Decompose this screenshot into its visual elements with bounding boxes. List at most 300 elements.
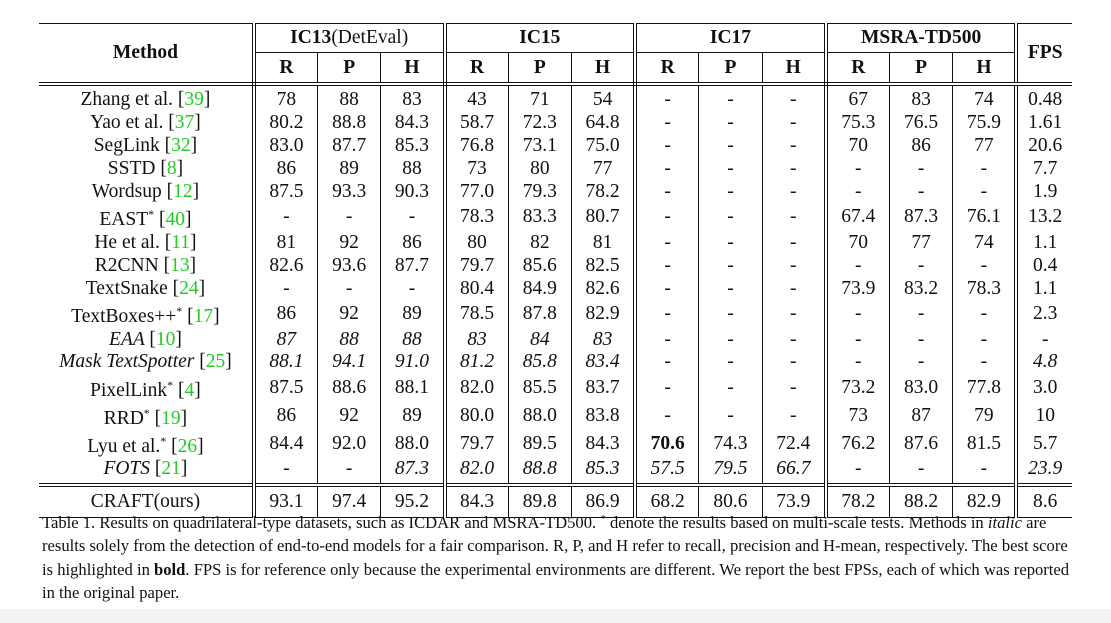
value-cell: 82.6	[585, 277, 620, 299]
method-name-cell: Wordsup [12]	[39, 181, 254, 204]
citation-link[interactable]: 17	[193, 306, 214, 328]
table-cell	[826, 351, 890, 374]
multi-scale-asterisk: *	[160, 433, 167, 448]
method-name: EAST	[99, 209, 149, 231]
subheader-r: R	[445, 53, 509, 85]
value-cell: -	[664, 328, 671, 350]
value-cell: 1.1	[1033, 231, 1058, 253]
value-cell: 83	[911, 89, 931, 111]
table-cell	[445, 112, 509, 135]
citation-link[interactable]: 37	[174, 112, 195, 134]
table-cell	[508, 402, 572, 430]
value-cell: -	[664, 206, 671, 228]
value-cell: 87.6	[904, 432, 939, 454]
value-cell: -	[790, 376, 797, 398]
table-cell	[317, 84, 381, 112]
citation-link[interactable]: 13	[170, 254, 190, 276]
value-cell: 75.9	[966, 112, 1001, 134]
value-cell: 83.4	[585, 351, 620, 373]
table-cell	[508, 458, 572, 485]
method-name: Wordsup	[91, 181, 167, 202]
method-name: Zhang et al.	[80, 89, 178, 111]
table-cell	[254, 254, 318, 277]
table-cell	[572, 231, 636, 254]
citation-link[interactable]: 39	[184, 89, 204, 111]
table-cell	[699, 430, 763, 458]
table-cell	[508, 254, 572, 277]
method-name: PixelLink	[90, 379, 168, 401]
value-cell: 83	[402, 89, 422, 111]
value-cell: 73	[848, 404, 869, 426]
table-cell	[762, 328, 826, 351]
table-cell	[953, 254, 1017, 277]
table-cell	[317, 158, 381, 181]
value-cell: 70	[848, 231, 869, 253]
value-cell: -	[917, 254, 925, 276]
value-cell: -	[727, 231, 734, 253]
table-cell	[635, 402, 699, 430]
value-cell-ours: 8.6	[1016, 485, 1072, 518]
value-cell: 87	[276, 328, 297, 350]
table-cell	[635, 277, 699, 300]
value-cell: 84.4	[269, 432, 304, 454]
value-cell: -	[664, 376, 671, 398]
value-cell: -	[790, 112, 797, 134]
value-cell-ours: 78.2	[826, 485, 890, 518]
table-cell	[1016, 374, 1072, 402]
table-cell	[381, 300, 445, 328]
value-cell: 0.48	[1028, 89, 1063, 111]
value-cell: 80	[530, 158, 550, 180]
value-cell: 84	[530, 328, 550, 350]
value-cell: -	[790, 206, 797, 228]
value-cell: 70	[848, 135, 869, 157]
table-cell	[381, 181, 445, 204]
value-cell: 71	[530, 89, 550, 111]
table-cell	[1016, 158, 1072, 181]
method-name-cell: Mask TextSpotter [25]	[39, 351, 254, 374]
table-cell	[953, 231, 1017, 254]
table-cell	[572, 430, 636, 458]
value-cell: -	[727, 206, 734, 228]
table-cell	[699, 158, 763, 181]
table-cell	[762, 351, 826, 374]
value-cell: 1.1	[1033, 277, 1058, 299]
value-cell: 73.2	[841, 376, 876, 398]
table-cell	[953, 430, 1017, 458]
table-cell	[762, 402, 826, 430]
value-cell: -	[727, 181, 734, 202]
value-cell: 90.3	[394, 181, 430, 202]
group-header-msra-td500: MSRA-TD500	[826, 24, 1017, 53]
table-cell	[635, 374, 699, 402]
table-cell	[889, 158, 953, 181]
value-cell: 93.6	[332, 254, 367, 276]
citation-link[interactable]: 12	[173, 181, 193, 202]
table-cell	[317, 135, 381, 158]
table-cell	[381, 112, 445, 135]
table-cell	[508, 112, 572, 135]
method-name: TextSnake	[85, 277, 173, 299]
table-cell	[635, 135, 699, 158]
table-cell	[699, 112, 763, 135]
method-name-cell: SegLink [32]	[39, 135, 254, 158]
value-cell: -	[727, 328, 734, 350]
table-cell	[381, 430, 445, 458]
group-header-ic15: IC15	[445, 24, 636, 53]
value-cell: 81	[276, 231, 297, 253]
table-cell	[699, 351, 763, 374]
value-cell-ours: 97.4	[317, 485, 381, 518]
table-cell	[254, 277, 318, 300]
table-cell	[889, 181, 953, 204]
caption-bold-word: bold	[154, 559, 186, 579]
value-cell: 73.9	[841, 277, 876, 299]
value-cell: -	[1041, 328, 1049, 350]
table-cell	[762, 254, 826, 277]
table-cell	[508, 135, 572, 158]
table-cell	[572, 328, 636, 351]
value-cell: -	[790, 254, 797, 276]
value-cell: 73.1	[522, 135, 557, 157]
value-cell: 77	[911, 231, 931, 253]
table-cell	[381, 458, 445, 485]
table-caption	[42, 508, 1082, 604]
table-cell	[572, 374, 636, 402]
value-cell: 7.7	[1033, 158, 1058, 180]
value-cell: 94.1	[332, 351, 367, 373]
table-cell	[762, 277, 826, 300]
table-cell	[635, 254, 699, 277]
value-cell: 83.2	[904, 277, 939, 299]
table-cell	[317, 203, 381, 231]
value-cell: 86	[402, 231, 422, 253]
value-cell: -	[664, 112, 671, 134]
table-cell	[953, 328, 1017, 351]
table-row	[39, 158, 1072, 181]
table-cell	[762, 158, 826, 181]
subheader-r: R	[635, 53, 699, 85]
value-cell: 74	[974, 231, 994, 253]
table-cell	[254, 135, 318, 158]
value-cell: 87.3	[394, 458, 430, 480]
value-cell: 4.8	[1033, 351, 1058, 373]
value-cell: 85.6	[522, 254, 557, 276]
table-cell	[254, 458, 318, 485]
table-cell	[953, 351, 1017, 374]
value-cell: 86	[276, 158, 297, 180]
value-cell: 54	[592, 89, 613, 111]
value-cell: 87.5	[269, 376, 304, 398]
table-cell	[953, 300, 1017, 328]
value-cell: 85.8	[522, 351, 557, 373]
value-cell: 77.0	[459, 181, 495, 202]
subheader-p: P	[317, 53, 381, 85]
table-cell	[635, 112, 699, 135]
value-cell-ours: 68.2	[635, 485, 699, 518]
value-cell: -	[790, 231, 797, 253]
method-name: Lyu et al.	[87, 435, 161, 457]
value-cell: -	[917, 303, 925, 325]
value-cell: 79	[974, 404, 994, 426]
value-cell: 74	[974, 89, 994, 111]
value-cell-ours: 95.2	[381, 485, 445, 518]
value-cell: -	[980, 254, 988, 276]
table-cell	[826, 374, 890, 402]
value-cell: -	[790, 328, 797, 350]
table-cell	[254, 231, 318, 254]
citation-link[interactable]: 24	[179, 277, 199, 299]
table-cell	[381, 158, 445, 181]
table-cell	[445, 300, 509, 328]
value-cell: 88.0	[522, 404, 557, 426]
value-cell: -	[408, 206, 416, 228]
table-cell	[317, 402, 381, 430]
table-cell	[762, 135, 826, 158]
table-cell	[762, 112, 826, 135]
table-cell	[826, 84, 890, 112]
table-cell	[699, 374, 763, 402]
table-row	[39, 402, 1072, 430]
value-cell: 83	[592, 328, 613, 350]
table-cell	[381, 402, 445, 430]
method-name-cell: Zhang et al. [39]	[39, 84, 254, 112]
table-cell	[762, 84, 826, 112]
value-cell: 89	[402, 404, 422, 426]
table-cell	[445, 203, 509, 231]
table-row	[39, 351, 1072, 374]
table-cell	[317, 254, 381, 277]
value-cell: -	[727, 158, 734, 180]
method-name: Yao et al.	[90, 112, 169, 134]
multi-scale-asterisk: *	[143, 405, 150, 420]
value-cell: -	[664, 89, 671, 111]
value-cell: 88.1	[269, 351, 304, 373]
group-name-suffix: (DetEval)	[331, 27, 409, 48]
table-cell	[1016, 231, 1072, 254]
value-cell: 88.8	[522, 458, 557, 480]
table-row	[39, 203, 1072, 231]
value-cell: -	[664, 404, 671, 426]
table-cell	[889, 135, 953, 158]
citation-link[interactable]: 40	[165, 209, 185, 231]
value-cell: 83.8	[585, 404, 620, 426]
value-cell: -	[917, 181, 925, 202]
value-cell: 78	[276, 89, 297, 111]
value-cell: 77	[974, 135, 994, 157]
value-cell: -	[917, 351, 925, 373]
value-cell: 5.7	[1033, 432, 1058, 454]
citation-link[interactable]: 21	[161, 458, 181, 480]
table-cell	[254, 430, 318, 458]
value-cell: 85.5	[522, 376, 557, 398]
table-cell	[762, 374, 826, 402]
value-cell-ours: 84.3	[445, 485, 509, 518]
subheader-h: H	[953, 53, 1017, 85]
value-cell: 92	[339, 303, 359, 325]
group-header-ic17: IC17	[635, 24, 826, 53]
value-cell: 87	[911, 404, 931, 426]
table-row	[39, 277, 1072, 300]
value-cell: -	[345, 458, 353, 480]
multi-scale-asterisk: *	[148, 207, 155, 222]
table-cell	[699, 181, 763, 204]
table-cell	[508, 158, 572, 181]
citation-link[interactable]: 4	[184, 379, 195, 401]
value-cell: 66.7	[776, 458, 811, 480]
value-cell: 92	[339, 231, 359, 253]
value-cell: 92.0	[332, 432, 367, 454]
table-cell	[445, 374, 509, 402]
table-cell	[508, 231, 572, 254]
value-cell: 87.7	[394, 254, 430, 276]
table-cell	[953, 84, 1017, 112]
value-cell: 74.3	[713, 432, 748, 454]
table-cell	[889, 254, 953, 277]
value-cell: -	[283, 277, 290, 299]
table-cell	[699, 300, 763, 328]
table-cell	[445, 402, 509, 430]
subheader-r: R	[826, 53, 890, 85]
value-cell: -	[917, 328, 925, 350]
table-cell	[572, 112, 636, 135]
method-name: FOTS	[103, 458, 155, 480]
value-cell: -	[727, 89, 734, 111]
value-cell: 73	[467, 158, 487, 180]
table-cell	[1016, 458, 1072, 485]
table-cell	[445, 181, 509, 204]
table-cell	[445, 158, 509, 181]
value-cell: -	[790, 404, 797, 426]
value-cell: -	[408, 277, 416, 299]
table-cell	[826, 135, 890, 158]
value-cell: 79.5	[713, 458, 748, 480]
value-cell: 76.5	[904, 112, 939, 134]
table-cell	[953, 458, 1017, 485]
citation-link[interactable]: 11	[171, 231, 191, 253]
value-cell: -	[664, 351, 671, 373]
value-cell: -	[790, 351, 797, 373]
value-cell: 88	[339, 328, 359, 350]
table-row	[39, 328, 1072, 351]
table-cell	[572, 158, 636, 181]
table-cell	[1016, 254, 1072, 277]
value-cell: -	[980, 158, 988, 180]
table-cell	[699, 254, 763, 277]
citation-link[interactable]: 26	[177, 435, 198, 457]
value-cell: 81	[592, 231, 613, 253]
value-cell: 83.7	[585, 376, 620, 398]
citation-link[interactable]: 32	[171, 135, 191, 157]
table-cell	[826, 458, 890, 485]
table-row	[39, 254, 1072, 277]
caption-text: denote the results based on multi-scale tests. Methods in	[605, 513, 988, 532]
value-cell: 67	[848, 89, 869, 111]
table-cell	[889, 402, 953, 430]
value-cell: 20.6	[1028, 135, 1063, 157]
table-cell	[254, 351, 318, 374]
table-cell	[889, 277, 953, 300]
citation-link[interactable]: 19	[161, 407, 181, 429]
table-cell	[1016, 328, 1072, 351]
method-name: R2CNN	[94, 254, 164, 276]
table-cell	[699, 277, 763, 300]
table-cell	[572, 351, 636, 374]
value-cell-ours: 82.9	[953, 485, 1017, 518]
table-cell	[826, 402, 890, 430]
value-cell: 78.5	[459, 303, 495, 325]
caption-text: Table 1. Results on quadrilateral-type datasets, such as ICDAR and MSRA-TD500.	[42, 513, 601, 532]
table-cell	[699, 84, 763, 112]
table-cell	[254, 328, 318, 351]
value-cell: 88.8	[332, 112, 367, 134]
table-cell	[826, 254, 890, 277]
table-cell	[699, 402, 763, 430]
method-header: Method	[39, 24, 254, 85]
table-cell	[445, 231, 509, 254]
value-cell: 75.3	[841, 112, 876, 134]
value-cell: 83.3	[522, 206, 557, 228]
value-cell-ours: 88.2	[889, 485, 953, 518]
table-row	[39, 181, 1072, 204]
value-cell-ours: 86.9	[572, 485, 636, 518]
caption-text: are results solely from the detection of end-to-end models for a fair comparison. R, P, and H refer to recall, precision and H-mean, respectively. The best score is highlighted in	[42, 513, 1068, 579]
table-cell	[572, 181, 636, 204]
table-cell	[381, 277, 445, 300]
table-cell	[317, 231, 381, 254]
table-cell	[1016, 181, 1072, 204]
table-cell	[508, 84, 572, 112]
citation-link[interactable]: 10	[155, 328, 176, 350]
table-cell	[635, 181, 699, 204]
method-name-cell: He et al. [11]	[39, 231, 254, 254]
table-cell	[699, 328, 763, 351]
value-cell: 86	[276, 404, 297, 426]
table-cell	[254, 84, 318, 112]
value-cell: -	[345, 206, 353, 228]
footer-band	[0, 609, 1111, 623]
value-cell: 84.3	[394, 112, 430, 134]
value-cell: 72.3	[522, 112, 557, 134]
value-cell: -	[917, 158, 925, 180]
table-cell	[508, 300, 572, 328]
value-cell: 78.2	[585, 181, 620, 202]
table-cell	[889, 458, 953, 485]
table-cell	[889, 374, 953, 402]
method-name: SegLink	[93, 135, 165, 157]
table-cell	[317, 277, 381, 300]
value-cell: 82.5	[585, 254, 620, 276]
value-cell: 88	[402, 328, 422, 350]
value-cell: -	[790, 303, 797, 325]
table-cell	[953, 277, 1017, 300]
value-cell: -	[790, 89, 797, 111]
value-cell: 80.0	[459, 404, 495, 426]
method-name-ours: CRAFT(ours)	[39, 485, 254, 518]
table-cell	[508, 203, 572, 231]
table-cell	[572, 254, 636, 277]
subheader-r: R	[254, 53, 318, 85]
value-cell: 88	[402, 158, 422, 180]
value-cell: 84.9	[522, 277, 557, 299]
citation-link[interactable]: 8	[166, 158, 177, 180]
value-cell: 83	[467, 328, 487, 350]
value-cell: 77.8	[966, 376, 1001, 398]
table-cell	[699, 231, 763, 254]
table-cell	[826, 158, 890, 181]
citation-link[interactable]: 25	[205, 351, 226, 373]
subheader-h: H	[762, 53, 826, 85]
